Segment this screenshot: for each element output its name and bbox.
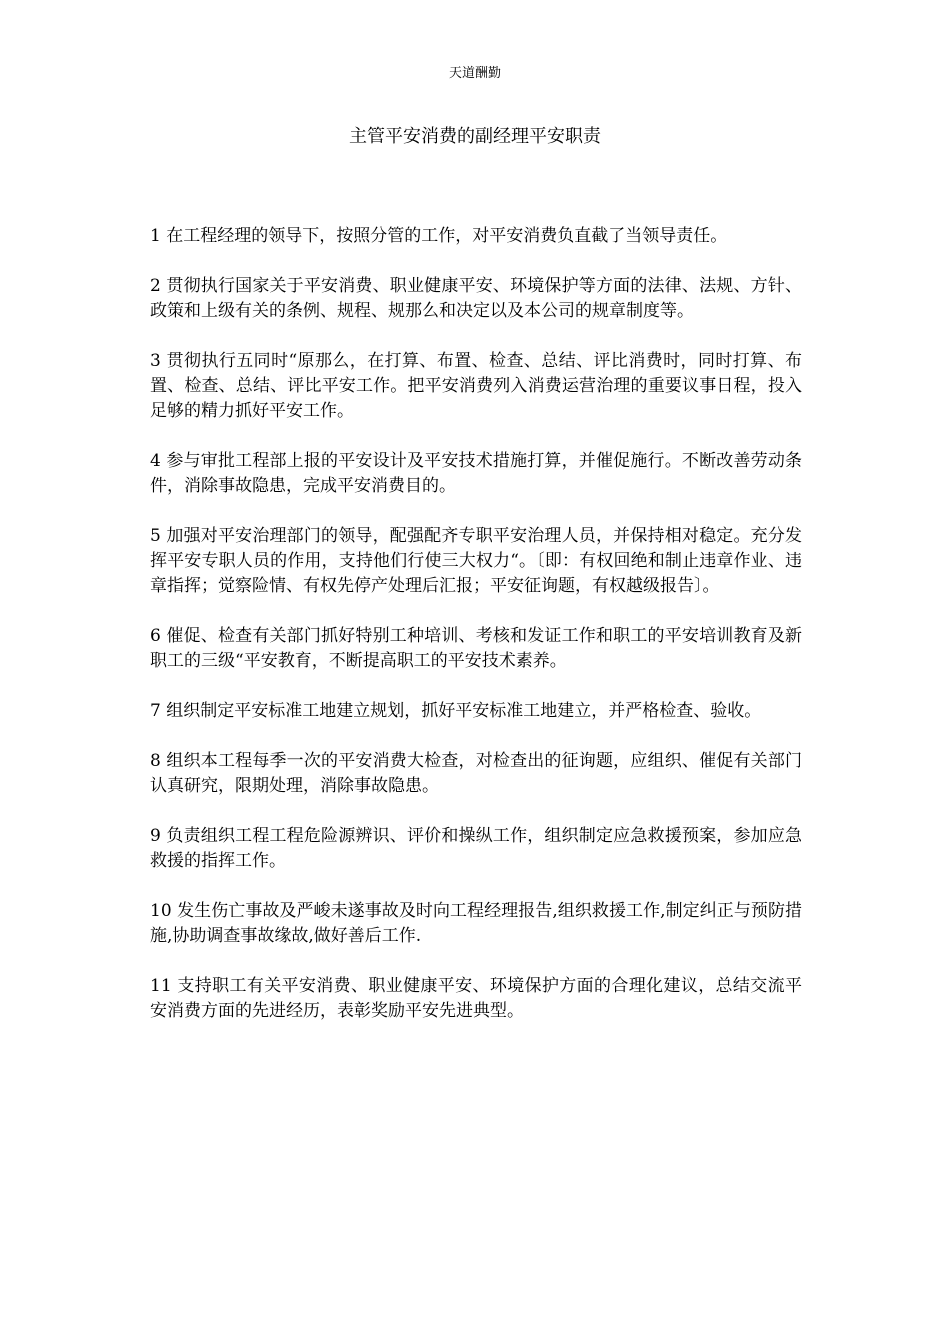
paragraph-7: 7 组织制定平安标准工地建立规划，抓好平安标准工地建立，并严格检查、验收。 bbox=[150, 701, 762, 721]
paragraph-6: 6 催促、检查有关部门抓好特别工种培训、考核和发证工作和职工的平安培训教育及新职工的三级“平安教育，不断提高职工的平安技术素养。 bbox=[150, 626, 802, 671]
paragraph-5: 5 加强对平安治理部门的领导，配强配齐专职平安治理人员，并保持相对稳定。充分发挥平安专职人员的作用，支持他们行使三大权力“。〔即：有权回绝和制止违章作业、违章指挥；觉察险情、有权先停产处理后汇报；平安征询题，有权越级报告〕。 bbox=[150, 526, 802, 596]
paragraph-2: 2 贯彻执行国家关于平安消费、职业健康平安、环境保护等方面的法律、法规、方针、政策和上级有关的条例、规程、规那么和决定以及本公司的规章制度等。 bbox=[150, 276, 802, 321]
paragraph-4: 4 参与审批工程部上报的平安设计及平安技术措施打算，并催促施行。不断改善劳动条件，消除事故隐患，完成平安消费目的。 bbox=[150, 451, 802, 496]
paragraph-1: 1 在工程经理的领导下，按照分管的工作，对平安消费负直截了当领导责任。 bbox=[150, 226, 728, 246]
paragraph-10: 10 发生伤亡事故及严峻未遂事故及时向工程经理报告,组织救援工作,制定纠正与预防措施,协助调查事故缘故,做好善后工作. bbox=[150, 901, 802, 946]
paragraph-8: 8 组织本工程每季一次的平安消费大检查，对检查出的征询题，应组织、催促有关部门认真研究，限期处理，消除事故隐患。 bbox=[150, 751, 802, 796]
document-title: 主管平安消费的副经理平安职责 bbox=[349, 126, 601, 147]
paragraph-11: 11 支持职工有关平安消费、职业健康平安、环境保护方面的合理化建议，总结交流平安消费方面的先进经历，表彰奖励平安先进典型。 bbox=[150, 976, 802, 1021]
paragraph-3: 3 贯彻执行五同时“原那么，在打算、布置、检查、总结、评比消费时，同时打算、布置、检查、总结、评比平安工作。把平安消费列入消费运营治理的重要议事日程，投入足够的精力抓好平安工作。 bbox=[150, 351, 802, 421]
document-body bbox=[150, 224, 802, 1049]
page-header: 天道酬勤 bbox=[448, 66, 501, 81]
paragraph-9: 9 负责组织工程工程危险源辨识、评价和操纵工作，组织制定应急救援预案，参加应急救援的指挥工作。 bbox=[150, 826, 802, 871]
